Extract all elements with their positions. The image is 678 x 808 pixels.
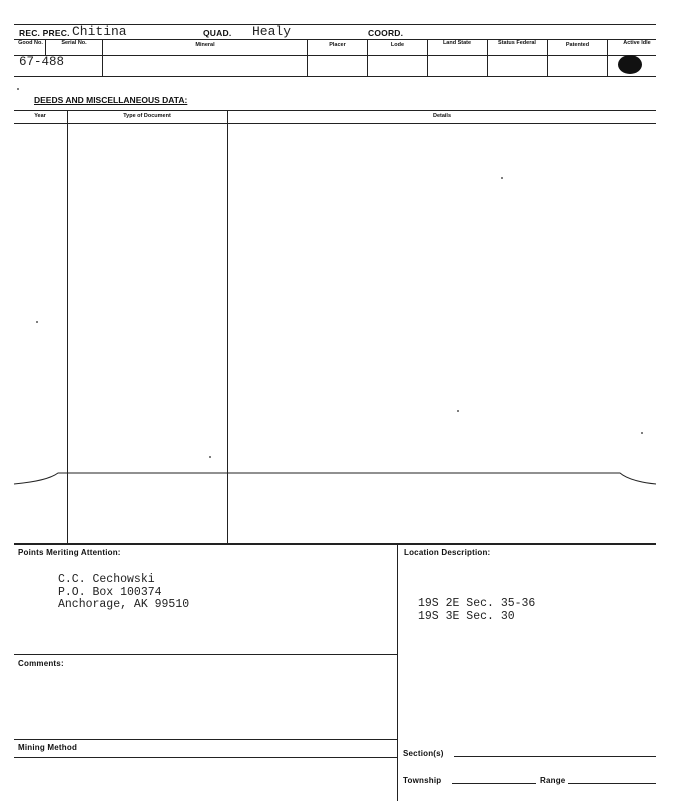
bottom-section-divider — [397, 543, 398, 801]
points-address-block — [58, 574, 189, 612]
claim-header-mineral: Mineral — [195, 42, 215, 48]
claim-table-bottom-line — [14, 76, 656, 77]
claim-header-serial-no: Serial No. — [61, 40, 87, 46]
active-marker-dot — [618, 55, 642, 74]
claim-header-status-federal: Status Federal — [498, 40, 536, 46]
sections-label: Section(s) — [403, 749, 444, 758]
claim-header-land-state: Land State — [442, 40, 472, 46]
township-field-line[interactable] — [452, 783, 536, 784]
scan-speck — [209, 456, 211, 458]
claim-header-placer: Placer — [329, 42, 346, 48]
location-block — [418, 598, 535, 623]
deeds-header-type: Type of Document — [123, 113, 171, 119]
deeds-header-details: Details — [432, 113, 452, 119]
page-fold-line — [0, 465, 678, 493]
claim-header-active-idle: Active Idle — [623, 40, 651, 46]
scan-speck — [457, 410, 459, 412]
points-address-line: Anchorage, AK 99510 — [58, 598, 190, 611]
mining-method-top-line — [14, 739, 397, 740]
quad-label: QUAD. — [203, 28, 232, 38]
points-meriting-attention-label: Points Meriting Attention: — [18, 548, 121, 557]
deeds-top-line — [14, 110, 656, 111]
claim-header-patented: Patented — [565, 42, 590, 48]
claim-col-divider — [487, 39, 488, 76]
deeds-header-line — [14, 123, 656, 124]
points-address-line: P.O. Box 100374 — [58, 585, 162, 599]
bottom-section-top-line — [14, 543, 656, 545]
claim-number: 67-488 — [19, 55, 65, 69]
comments-label: Comments: — [18, 659, 64, 668]
scan-speck — [17, 88, 19, 90]
deeds-header-year: Year — [34, 113, 46, 119]
mining-method-field-line — [14, 757, 397, 758]
claim-table-header-line — [14, 55, 656, 56]
rec-prec-value: Chitina — [72, 24, 127, 39]
location-line: 19S 3E Sec. 30 — [418, 609, 515, 623]
township-label: Township — [403, 776, 442, 785]
mining-method-label: Mining Method — [18, 743, 78, 752]
location-line: 19S 2E Sec. 35-36 — [418, 597, 536, 610]
claim-header-lode: Lode — [390, 42, 405, 48]
range-field-line[interactable] — [568, 783, 656, 784]
range-label: Range — [540, 776, 566, 785]
scan-speck — [641, 432, 643, 434]
sections-field-line[interactable] — [454, 756, 656, 757]
comments-top-line — [14, 654, 397, 655]
claim-col-divider — [427, 39, 428, 76]
scan-speck — [501, 177, 503, 179]
quad-value: Healy — [252, 24, 292, 39]
points-address-line: C.C. Cechowski — [58, 573, 155, 586]
rec-prec-label: REC. PREC. — [19, 28, 70, 38]
scan-speck — [36, 321, 38, 323]
deeds-section-title: DEEDS AND MISCELLANEOUS DATA: — [34, 95, 188, 105]
coord-label: COORD. — [368, 28, 404, 38]
claim-col-divider — [607, 39, 608, 76]
location-description-label: Location Description: — [404, 548, 491, 557]
claim-table-top-line — [14, 39, 656, 40]
claim-header-good-no: Good No. — [18, 40, 43, 46]
